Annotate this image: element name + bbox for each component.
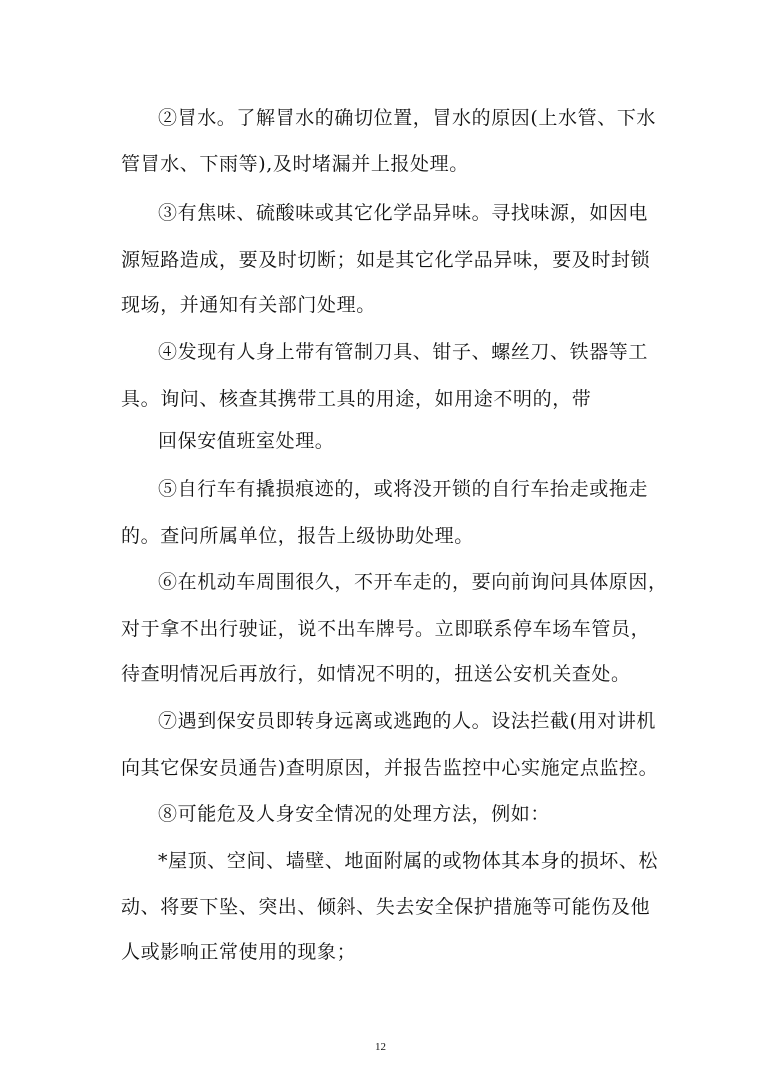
text-line: 源短路造成，要及时切断；如是其它化学品异味，要及时封锁 [121, 249, 651, 271]
text-line: *屋顶、空间、墙壁、地面附属的或物体其本身的损坏、松 [158, 850, 659, 872]
text-line: 管冒水、下雨等),及时堵漏并上报处理。 [121, 153, 469, 175]
text-line: ③有焦味、硫酸味或其它化学品异味。寻找味源，如因电 [158, 202, 649, 224]
text-line: ⑦遇到保安员即转身远离或逃跑的人。设法拦截(用对讲机 [158, 710, 657, 732]
text-line: 向其它保安员通告)查明原因，并报告监控中心实施定点监控。 [121, 757, 659, 779]
text-line: ⑤自行车有撬损痕迹的，或将没开锁的自行车抬走或拖走 [158, 478, 649, 500]
text-line: 人或影响正常使用的现象； [121, 941, 357, 963]
text-line: ②冒水。了解冒水的确切位置，冒水的原因(上水管、下水 [158, 107, 657, 129]
text-line: 对于拿不出行驶证，说不出车牌号。立即联系停车场车管员， [121, 618, 651, 640]
text-line: 动、将要下坠、突出、倾斜、失去安全保护措施等可能伤及他 [121, 896, 651, 918]
text-line: 待查明情况后再放行，如情况不明的，扭送公安机关查处。 [121, 663, 631, 685]
text-line: 回保安值班室处理。 [158, 430, 335, 452]
text-line: ④发现有人身上带有管制刀具、钳子、螺丝刀、铁器等工 [158, 341, 649, 363]
page-number: 12 [375, 1041, 386, 1053]
text-line: ⑧可能危及人身安全情况的处理方法，例如： [158, 803, 551, 825]
text-line: 现场，并通知有关部门处理。 [121, 294, 376, 316]
text-line: 的。查问所属单位，报告上级协助处理。 [121, 525, 474, 547]
text-line: 具。询问、核查其携带工具的用途，如用途不明的，带 [121, 388, 592, 410]
text-line: ⑥在机动车周围很久，不开车走的，要向前询问具体原因， [158, 571, 668, 593]
